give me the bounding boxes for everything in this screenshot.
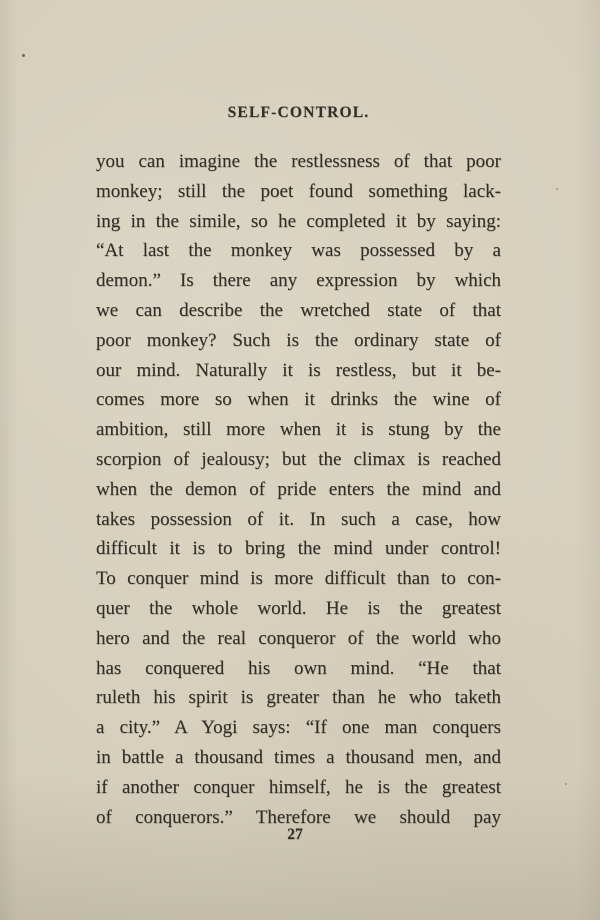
- text-line: we can describe the wretched state of that: [96, 299, 501, 321]
- text-line: takes possession of it. In such a case, how: [96, 508, 501, 530]
- text-line: hero and the real conqueror of the world who: [96, 627, 501, 649]
- text-line: quer the whole world. He is the greatest: [96, 597, 501, 619]
- text-line: demon.” Is there any expression by which: [96, 270, 501, 292]
- text-line: ambition, still more when it is stung by the: [96, 419, 501, 441]
- text-line: poor monkey? Such is the ordinary state of: [96, 329, 501, 351]
- paper-speck: [22, 54, 25, 57]
- text-line: “At last the monkey was possessed by a: [96, 240, 501, 262]
- text-line: ing in the simile, so he completed it by saying:: [96, 210, 501, 232]
- text-line: scorpion of jealousy; but the climax is reached: [96, 448, 501, 470]
- text-line: if another conquer himself, he is the greatest: [96, 776, 501, 798]
- text-line: in battle a thousand times a thousand men, and: [96, 746, 501, 768]
- text-line: difficult it is to bring the mind under control!: [96, 538, 501, 560]
- text-line: of conquerors.” Therefore we should pay: [96, 806, 501, 828]
- text-line: monkey; still the poet found something lack-: [96, 180, 501, 202]
- paper-speck: [556, 188, 558, 190]
- page-number: 27: [287, 826, 303, 843]
- text-line: ruleth his spirit is greater than he who taketh: [96, 687, 501, 709]
- text-line: To conquer mind is more difficult than to con-: [96, 568, 501, 590]
- text-line: comes more so when it drinks the wine of: [96, 389, 501, 411]
- running-header: SELF-CONTROL.: [227, 104, 370, 121]
- body-text: [96, 147, 501, 832]
- text-line: a city.” A Yogi says: “If one man conquers: [96, 717, 501, 739]
- text-line: when the demon of pride enters the mind and: [96, 478, 501, 500]
- text-line: you can imagine the restlessness of that poor: [96, 151, 501, 172]
- paper-speck: [565, 783, 567, 785]
- text-line: our mind. Naturally it is restless, but it be-: [96, 359, 501, 381]
- text-line: has conquered his own mind. “He that: [96, 657, 501, 679]
